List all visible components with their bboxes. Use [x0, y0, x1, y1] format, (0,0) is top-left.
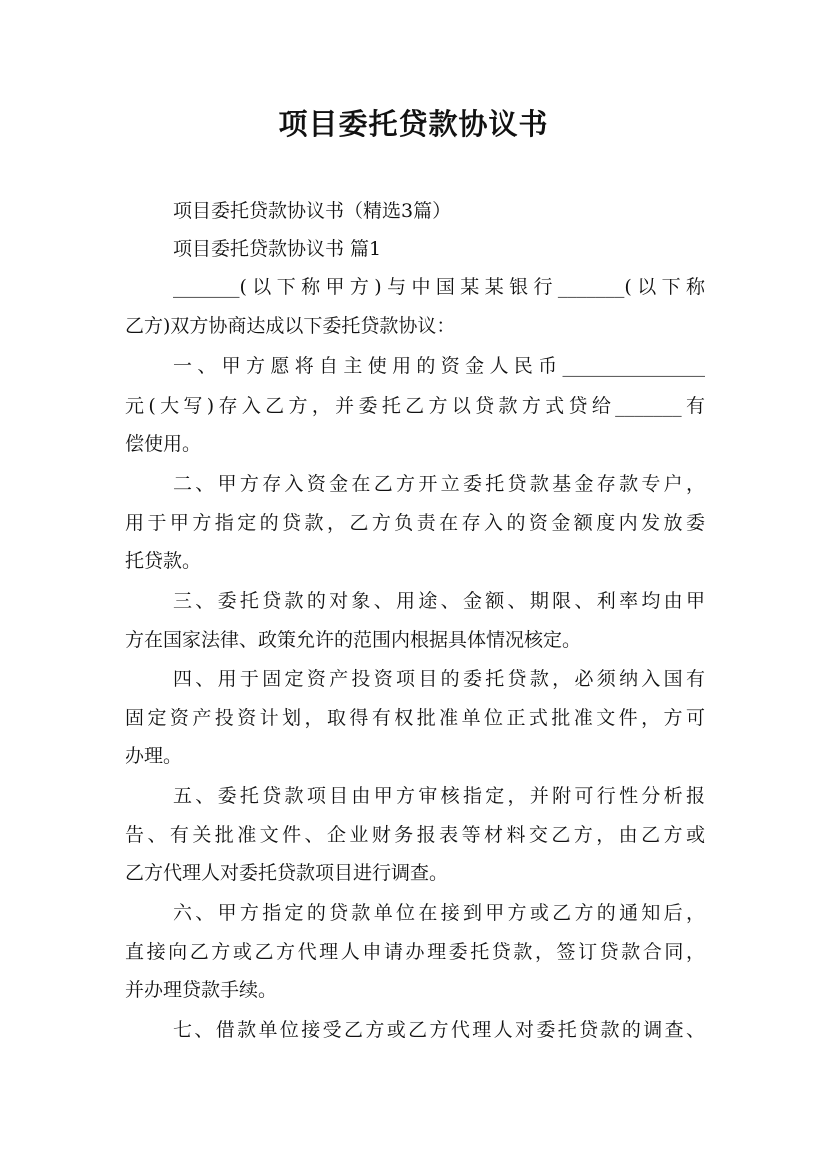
- paragraph-line: 乙方)双方协商达成以下委托贷款协议：: [125, 315, 456, 337]
- paragraph-line: 六、甲方指定的贷款单位在接到甲方或乙方的通知后，: [173, 902, 705, 924]
- paragraph-line: 乙方代理人对委托贷款项目进行调查。: [125, 862, 449, 884]
- paragraph-line: 七、借款单位接受乙方或乙方代理人对委托贷款的调查、: [173, 1019, 705, 1041]
- document-title: 项目委托贷款协议书: [278, 107, 549, 141]
- subtitle-line: 项目委托贷款协议书（精选3篇）: [173, 200, 452, 222]
- paragraph-line: 五、委托贷款项目由甲方审核指定，并附可行性分析报: [173, 785, 705, 807]
- paragraph-line: 直接向乙方或乙方代理人申请办理委托贷款，签订贷款合同，: [125, 941, 705, 963]
- paragraph-line: 并办理贷款手续。: [125, 979, 278, 1001]
- paragraph-line: 固定资产投资计划，取得有权批准单位正式批准文件，方可: [125, 707, 705, 729]
- paragraph-line: _______(以下称甲方)与中国某某银行_______(以下称: [173, 276, 705, 298]
- paragraph-line: 元(大写)存入乙方，并委托乙方以贷款方式贷给_______有: [125, 395, 705, 417]
- paragraph-line: 告、有关批准文件、企业财务报表等材料交乙方，由乙方或: [125, 824, 705, 846]
- paragraph-line: 四、用于固定资产投资项目的委托贷款，必须纳入国有: [173, 668, 705, 690]
- section-heading: 项目委托贷款协议书 篇1: [173, 238, 382, 260]
- paragraph-line: 一、甲方愿将自主使用的资金人民币_______________: [173, 355, 705, 377]
- paragraph-line: 方在国家法律、政策允许的范围内根据具体情况核定。: [125, 629, 582, 651]
- paragraph-line: 三、委托贷款的对象、用途、金额、期限、利率均由甲: [173, 590, 705, 612]
- paragraph-line: 用于甲方指定的贷款，乙方负责在存入的资金额度内发放委: [125, 512, 705, 534]
- paragraph-line: 二、甲方存入资金在乙方开立委托贷款基金存款专户，: [173, 473, 705, 495]
- paragraph-line: 办理。: [125, 745, 183, 767]
- paragraph-line: 偿使用。: [125, 433, 202, 455]
- paragraph-line: 托贷款。: [125, 550, 202, 572]
